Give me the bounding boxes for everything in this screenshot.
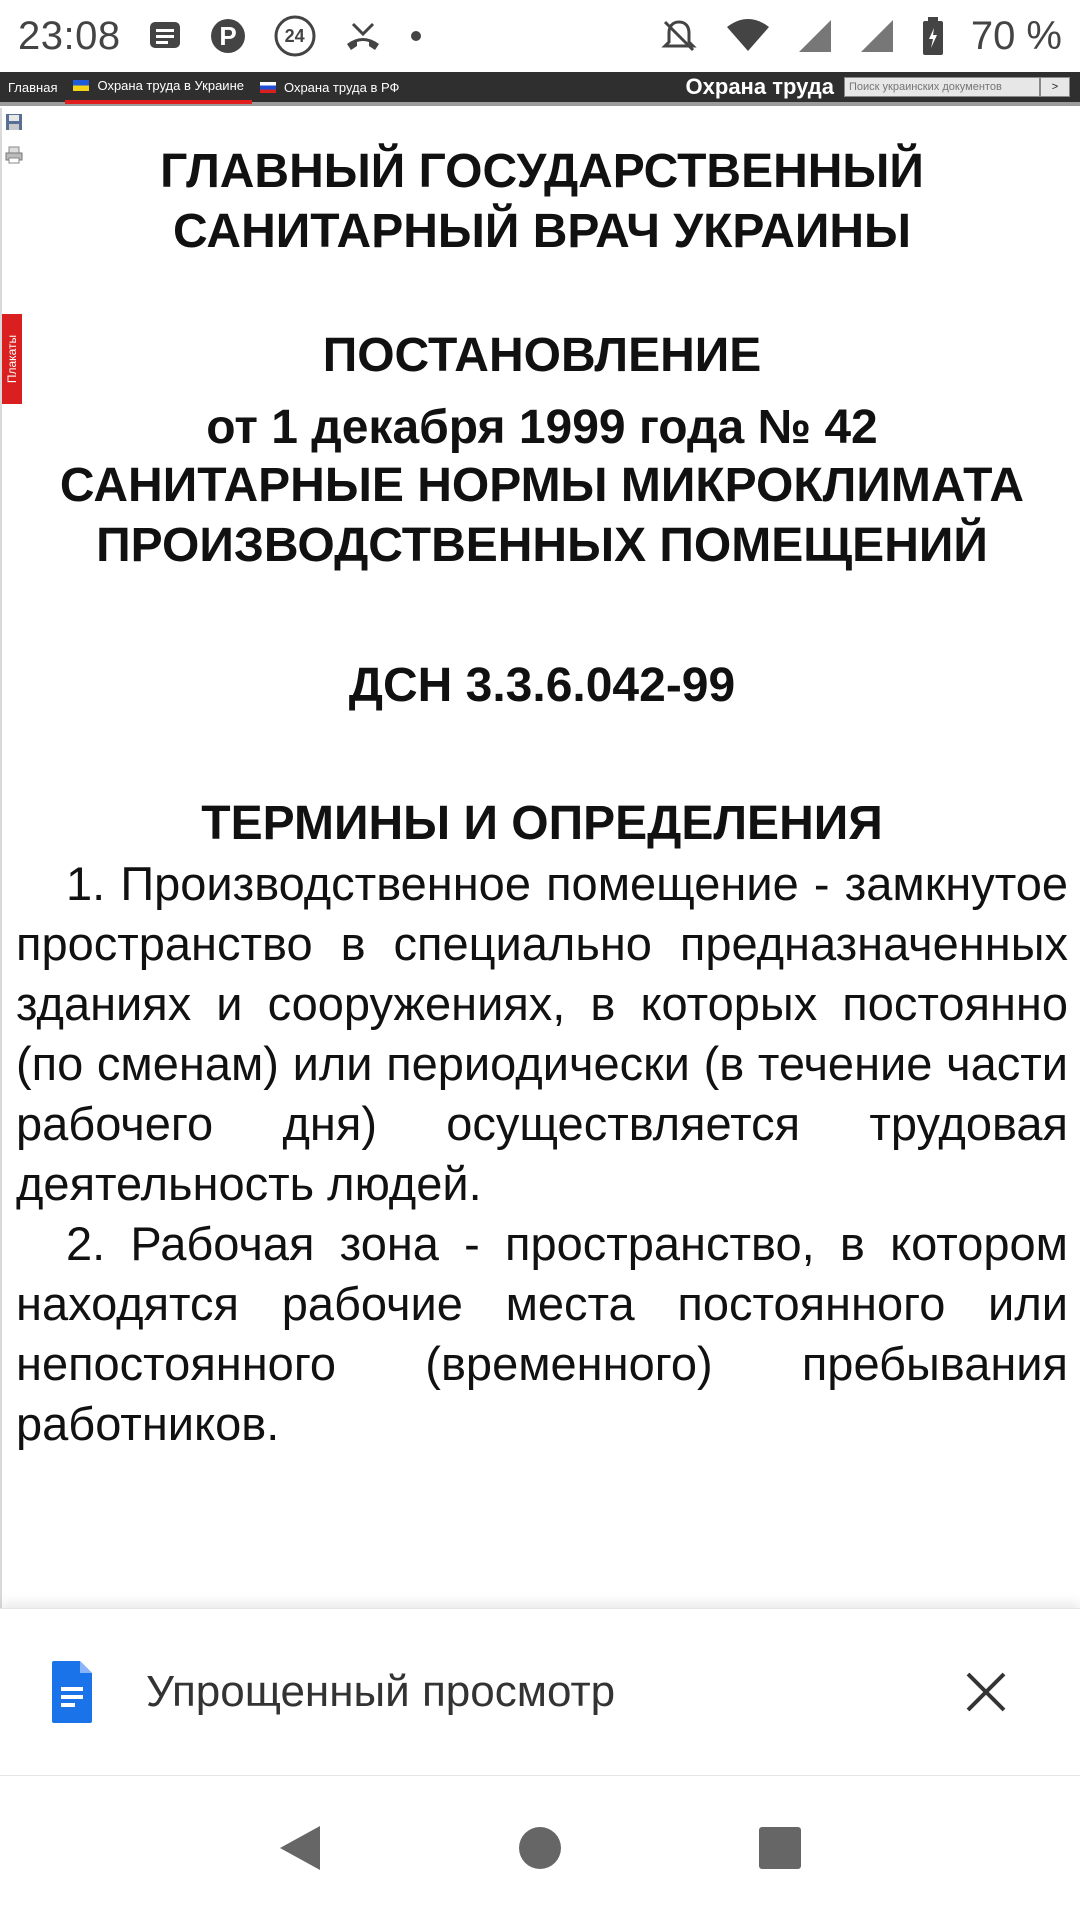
russia-flag-icon [260,82,276,93]
definition-paragraph-1: 1. Производственное помещение - замкнутое пространство в специально предназначенных зданиях и сооружениях, в которых постоянно (по сменам) или периодически (в течение части рабочего дня) осуществляется трудовая деятельность людей. [16,857,1068,1210]
svg-text:P: P [218,21,237,51]
muted-bell-icon [659,16,699,56]
site-title[interactable]: Охрана труда [685,74,834,99]
notification-count: 24 [284,25,305,46]
document-type: ПОСТАНОВЛЕНИЕ [322,329,762,382]
section-heading: ТЕРМИНЫ И ОПРЕДЕЛЕНИЯ [201,797,883,850]
status-time: 23:08 [18,13,121,58]
wifi-icon [725,17,771,55]
document-body [16,108,1068,1454]
simplified-view-label[interactable]: Упрощенный просмотр [146,1667,616,1716]
document-date: от 1 декабря 1999 года № 42 [206,401,878,454]
tab-home-label: Главная [8,79,58,95]
tab-labor-russia-label: Охрана труда в РФ [283,79,400,95]
status-bar [0,0,1080,72]
system-nav-bar [0,1776,1080,1920]
home-icon[interactable] [510,1818,570,1878]
search-input[interactable] [844,77,1040,97]
dot-icon [409,29,423,43]
messages-icon [147,18,183,54]
page-content[interactable] [0,108,1080,1608]
battery-percentage: 70 % [970,13,1062,58]
back-icon[interactable] [270,1818,330,1878]
posters-side-tab-label: Плакаты [5,334,20,384]
document-code: ДСН 3.3.6.042-99 [348,659,736,712]
missed-call-icon [343,18,383,54]
recents-icon[interactable] [750,1818,810,1878]
document-icon [50,1659,94,1725]
simplified-view-bar[interactable] [0,1608,1080,1776]
tab-labor-russia[interactable] [252,70,407,104]
status-bar-left [18,14,423,59]
search-button[interactable]: > [1040,77,1070,97]
notification-count-icon [273,14,317,58]
close-icon[interactable] [962,1668,1010,1716]
signal-icon-2 [859,18,895,54]
tab-home[interactable] [0,70,65,104]
tab-labor-ukraine-label: Охрана труда в Украине [97,77,244,93]
tab-labor-ukraine[interactable] [65,70,252,104]
document-title: САНИТАРНЫЕ НОРМЫ МИКРОКЛИМАТА ПРОИЗВОДСТВЕННЫХ ПОМЕЩЕНИЙ [59,459,1025,572]
definition-paragraph-2: 2. Рабочая зона - пространство, в котором находятся рабочие места постоянного или непостоянного (временного) пребывания работников. [16,1217,1068,1450]
site-search [844,76,1070,98]
signal-icon [797,18,833,54]
document-authority: ГЛАВНЫЙ ГОСУДАРСТВЕННЫЙ САНИТАРНЫЙ ВРАЧ УКРАИНЫ [160,145,924,258]
site-top-nav [0,72,1080,106]
pinterest-icon [209,17,247,55]
status-bar-right [659,14,1062,59]
battery-icon [921,16,945,56]
ukraine-flag-icon [73,80,89,91]
